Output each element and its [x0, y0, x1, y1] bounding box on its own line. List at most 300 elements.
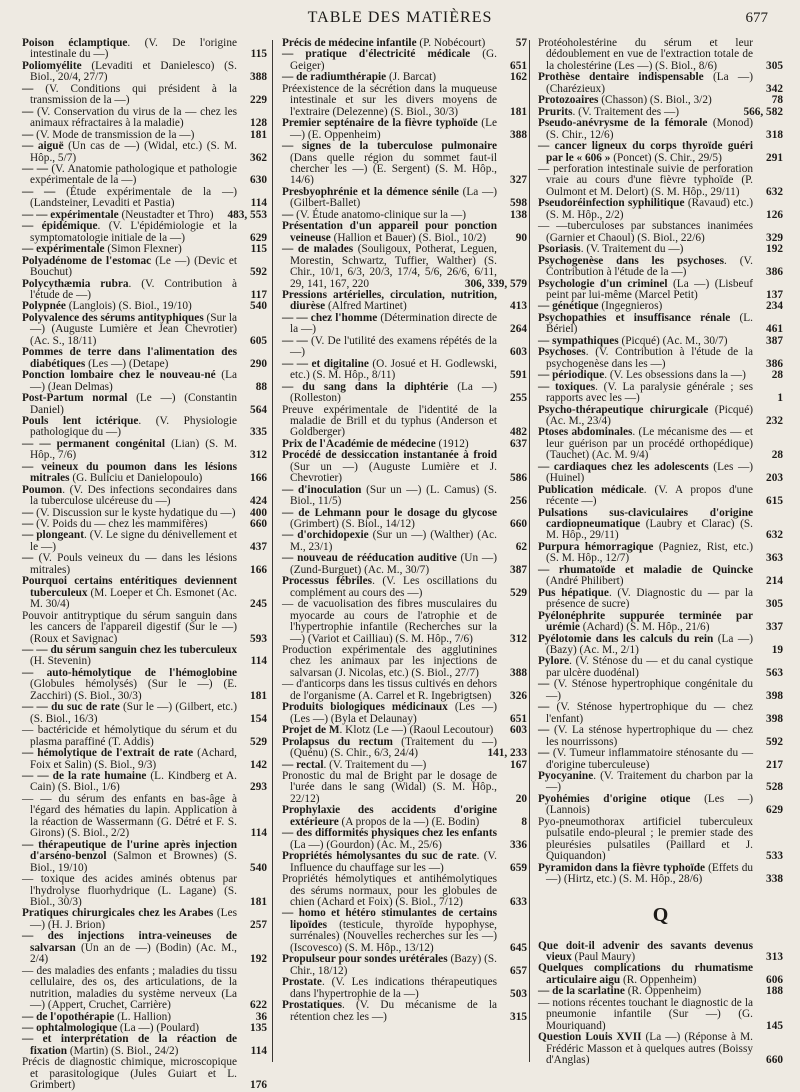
- index-entry-text: Prolapsus du rectum (Traitement du —) (Quénu) (S. Chir., 6/3, 24/4): [282, 735, 497, 760]
- index-entry-text: Post-Partum normal (Le —) (Constantin Daniel): [22, 392, 237, 416]
- index-entry-text: Pus hépatique. (V. Diagnostic du — par la présence de sucre): [538, 586, 753, 611]
- index-entry-text: Pyramidon dans la fièvre typhoïde (Effets du —) (Hirtz, etc.) (S. M. Hôp., 28/6): [538, 861, 753, 886]
- index-entry-text: — périodique. (V. Les obsessions dans la —): [538, 369, 746, 382]
- index-entry-text: — (V. La sténose hypertrophique du — chez les nourrissons): [538, 724, 753, 748]
- index-entry-page-number: 342: [766, 82, 783, 95]
- index-entry-page-number: 327: [510, 174, 527, 187]
- index-entry-text: — des maladies des enfants ; maladies du tissu cellulaire, des os, des articulations, de la nutrition, maladies du système nerveux (La —) (Appert, Cruchet, Carrière): [22, 964, 237, 1012]
- index-entry: [538, 313, 783, 336]
- index-entry-page-number: 166: [250, 563, 267, 576]
- index-entry: [282, 290, 527, 313]
- index-entry: [22, 164, 267, 187]
- index-entry-page-number: 592: [250, 266, 267, 279]
- index-entry-text: Processus fébriles. (V. Les oscillations du complément au cours des —): [282, 575, 497, 599]
- index-entry-page-number: 398: [766, 712, 783, 725]
- index-entry: [22, 393, 267, 416]
- index-entry: [282, 382, 527, 405]
- index-entry-page-number: 255: [510, 392, 527, 405]
- index-entry: [538, 725, 783, 748]
- index-entry: [538, 817, 783, 863]
- index-entry-page-number: 188: [766, 985, 783, 998]
- index-entry-page-number: 566, 582: [743, 105, 783, 118]
- index-entry-text: — d'orchidopexie (Sur un —) (Walther) (Ac. M., 23/1): [282, 529, 497, 553]
- index-entry-page-number: 142: [250, 758, 267, 771]
- index-entry-page-number: 88: [255, 380, 267, 393]
- index-entry: [538, 941, 783, 964]
- index-entry-page-number: 128: [250, 117, 267, 130]
- index-entry: [22, 530, 267, 553]
- index-entry: [22, 645, 267, 668]
- index-entry-text: — du sang dans la diphtérie (La —) (Rolleston): [282, 380, 497, 405]
- index-entry-text: Psychoses. (V. Contribution à l'étude de la psychogenèse dans les —): [538, 346, 753, 370]
- index-entry-text: — cardiaques chez les adolescents (Les —) (Huinel): [538, 460, 754, 485]
- index-entry: [22, 931, 267, 965]
- index-entry-page-number: 28: [771, 369, 783, 382]
- index-entry: [538, 198, 783, 221]
- index-entry-text: Produits biologiques médicinaux (Les —) (Les —) (Byla et Delaunay): [282, 701, 497, 725]
- index-entry-page-number: 603: [510, 724, 527, 737]
- index-entry: [282, 599, 527, 645]
- index-entry-page-number: 167: [510, 758, 527, 771]
- index-entry-text: Procédé de dessiccation instantanée à froid (Sur un —) (Auguste Lumière et J. Chevrotier): [282, 449, 497, 485]
- index-entry-text: — des injections intra-veineuses de salvarsan (Un an de —) (Bodin) (Ac. M., 2/4): [22, 930, 237, 966]
- index-entry: [538, 118, 783, 141]
- index-entry-text: Poison éclamptique. (V. De l'origine intestinale du —): [22, 37, 237, 61]
- index-entry: [538, 508, 783, 542]
- index-entry-text: — expérimentale (Simon Flexner): [22, 243, 182, 256]
- index-entry: [22, 38, 267, 61]
- index-entry-page-number: 176: [250, 1079, 267, 1092]
- index-entry: [282, 874, 527, 908]
- index-entry-page-number: 386: [766, 357, 783, 370]
- index-entry-page-number: 622: [250, 999, 267, 1012]
- index-entry-page-number: 192: [766, 243, 783, 256]
- index-entry-page-number: 166: [250, 472, 267, 485]
- index-entry: [22, 279, 267, 302]
- index-entry: [22, 485, 267, 508]
- index-entry-text: — perforation intestinale suivie de perforation vraie au cours d'une fièvre typhoïde (P. Oulmont et M. Delort) (S. M. Hôp., 29/11): [538, 162, 753, 198]
- index-entry: [538, 588, 783, 611]
- index-entry: [22, 462, 267, 485]
- index-entry-page-number: 363: [766, 552, 783, 565]
- index-entry-text: Pressions artérielles, circulation, nutrition, diurèse (Alfred Martinet): [282, 288, 497, 313]
- index-entry-text: — d'inoculation (Sur un —) (L. Camus) (S. Biol., 11/5): [282, 483, 497, 508]
- index-entry: [282, 737, 527, 760]
- index-entry-page-number: 563: [766, 666, 783, 679]
- index-entry-text: — toxique des acides aminés obtenus par l'hydrolyse fluorhydrique (L. Lagane) (S. Biol., 30/3): [22, 873, 237, 908]
- index-entry-page-number: 192: [250, 953, 267, 966]
- index-entry-text: Polyvalence des sérums antityphiques (Sur la —) (Auguste Lumière et Jean Chevrotier) (Ac. S., 18/11): [22, 311, 237, 347]
- index-entry-text: — thérapeutique de l'urine après injection d'arséno-benzol (Salmon et Brownes) (S. Biol., 19/10): [22, 838, 237, 874]
- index-entry: [22, 313, 267, 347]
- index-entry: [538, 565, 783, 588]
- index-entry: [282, 908, 527, 954]
- index-entry: [538, 72, 783, 95]
- index-entry-page-number: 145: [766, 1019, 783, 1032]
- index-entry-text: — (V. Étude anatomo-clinique sur la —): [282, 208, 466, 221]
- index-entry: [22, 221, 267, 244]
- index-entry-text: — (V. Discussion sur le kyste hydatique du —): [22, 506, 236, 519]
- index-entry-page-number: 305: [766, 59, 783, 72]
- index-entry: [282, 771, 527, 805]
- index-entry-page-number: 162: [510, 71, 527, 84]
- index-entry: [538, 221, 783, 244]
- index-entry: [538, 279, 783, 302]
- index-entry-text: Poumon. (V. Des infections secondaires dans la tuberculose ulcéreuse du —): [22, 483, 237, 508]
- index-entry-page-number: 605: [250, 334, 267, 347]
- index-entry: [538, 256, 783, 279]
- index-entry-text: Propriétés hémolytiques et antihémolytiques des sérums normaux, pour les globules de chien (Achard et Foix) (S. Biol., 7/12): [282, 873, 497, 908]
- index-entry: [282, 805, 527, 828]
- index-entry-page-number: 657: [510, 964, 527, 977]
- index-entry-text: Premier septénaire de la fièvre typhoïde (Le —) (E. Oppenheim): [282, 117, 497, 141]
- index-entry-page-number: 114: [250, 197, 267, 210]
- index-entry: [22, 966, 267, 1012]
- index-entry-text: — — de la rate humaine (L. Kindberg et A. Cain) (S. Biol., 1/6): [22, 770, 237, 794]
- index-entry: [22, 187, 267, 210]
- index-entry: [282, 244, 527, 290]
- index-entry-page-number: 387: [510, 563, 527, 576]
- index-entry-page-number: 114: [250, 827, 267, 840]
- index-entry-page-number: 529: [510, 586, 527, 599]
- index-entry: [282, 187, 527, 210]
- index-entry-page-number: 660: [766, 1054, 783, 1067]
- index-entry: [282, 221, 527, 244]
- index-entry: [538, 702, 783, 725]
- index-entry-page-number: 135: [250, 1021, 267, 1034]
- index-entry-text: Pseudo-anévrysme de la fémorale (Monod) (S. Chir., 12/6): [538, 117, 753, 141]
- index-entry-page-number: 245: [250, 598, 267, 611]
- index-entry-text: Que doit-il advenir des savants devenus vieux (Paul Maury): [538, 939, 753, 963]
- index-entry-page-number: 290: [250, 357, 267, 370]
- index-entry-text: — — (Étude expérimentale de la —) (Landsteiner, Levaditi et Pastia): [22, 185, 237, 210]
- index-entry-page-number: 388: [510, 666, 527, 679]
- index-entry-page-number: 154: [250, 712, 267, 725]
- index-entry: [538, 656, 783, 679]
- index-entry: [538, 485, 783, 508]
- index-entry: [538, 1032, 783, 1066]
- index-entry-text: — notions récentes touchant le diagnostic de la pneumonie infantile (Sur —) (G. Mouriquand): [538, 996, 753, 1032]
- index-entry: [22, 668, 267, 702]
- index-entry-page-number: 78: [771, 94, 783, 107]
- index-entry-text: — épidémique. (V. L'épidémiologie et la symptomatologie initiale de la —): [22, 220, 237, 244]
- index-entry-text: Polypnée (Langlois) (S. Biol., 19/10): [22, 300, 192, 313]
- index-entry-text: — signes de la tuberculose pulmonaire (Dans quelle région du sommet faut-il chercher les —) (E. Sergent) (S. M. Hôp., 14/6): [282, 140, 497, 187]
- index-entry: [282, 828, 527, 851]
- index-entry-text: Protéoholestérine du sérum et leur dédoublement en vue de l'extraction totale de la cholestérine (Les —) (S. Biol., 8/6): [538, 37, 753, 72]
- index-entry-page-number: 313: [766, 950, 783, 963]
- index-entry-text: — génétique (Ingegnieros): [538, 300, 663, 313]
- index-entry-text: — (V. Pouls veineux du — dans les lésions mitrales): [22, 552, 237, 576]
- index-entry-page-number: 36: [255, 1010, 267, 1023]
- index-entry: [282, 576, 527, 599]
- index-entry-page-number: 540: [250, 861, 267, 874]
- index-entry: [538, 542, 783, 565]
- page-number: 677: [745, 10, 768, 26]
- index-entry: [282, 702, 527, 725]
- index-entry-page-number: 318: [766, 128, 783, 141]
- index-entry-page-number: 203: [766, 472, 783, 485]
- index-entry: [22, 771, 267, 794]
- column-divider: [272, 40, 273, 1062]
- index-entry-page-number: 615: [766, 495, 783, 508]
- index-entry-text: Propulseur pour sondes urétérales (Bazy) (S. Chir., 18/12): [282, 953, 497, 977]
- index-entry-page-number: 564: [250, 403, 267, 416]
- index-entry-text: Présentation d'un appareil pour ponction veineuse (Hallion et Bauer) (S. Biol., 10/2): [282, 220, 497, 244]
- index-entry-page-number: 312: [510, 632, 527, 645]
- index-entry: [282, 508, 527, 531]
- index-entry: [22, 1034, 267, 1057]
- index-entry-page-number: 398: [766, 689, 783, 702]
- index-entry-text: Prophylaxie des accidents d'origine extérieure (A propos de la —) (E. Bodin): [282, 804, 497, 828]
- index-entry-text: — —tuberculoses par substances inanimées (Garnier et Chaoul) (S. Biol., 22/6): [538, 220, 753, 244]
- index-entry-page-number: 115: [250, 243, 267, 256]
- index-entry-page-number: 483, 553: [227, 208, 267, 221]
- index-entry-page-number: 214: [766, 575, 783, 588]
- index-entry-text: Pseudoréinfection syphilitique (Ravaud) etc.) (S. M. Hôp., 2/2): [538, 197, 754, 221]
- index-entry-page-number: 1: [777, 392, 783, 405]
- index-entry-text: Production expérimentale des agglutinines chez les animaux par les injections de salvarsan (J. Nicolas, etc.) (S. Biol., 27/7): [282, 644, 497, 679]
- index-entry-text: — et interprétation de la réaction de fixation (Martin) (S. Biol., 24/2): [22, 1033, 237, 1057]
- index-entry-text: Prothèse dentaire indispensable (La —) (Charézieux): [538, 71, 753, 95]
- index-entry-text: — (V. Poids du — chez les mammifères): [22, 518, 208, 531]
- index-entry: [538, 611, 783, 634]
- index-entry-text: Pronostic du mal de Bright par le dosage de l'urée dans le sang (Widal) (S. M. Hôp., 22/12): [282, 770, 497, 805]
- index-entry-page-number: 482: [510, 426, 527, 439]
- column-divider: [529, 40, 530, 1062]
- index-entry-text: — de vacuolisation des fibres musculaires du myocarde au cours de l'atrophie et de l'hypertrophie infantile (Recherches sur la —) (Variot et Cailliau) (S. M. Hôp., 7/6): [282, 598, 497, 645]
- index-entry-page-number: 114: [250, 1044, 267, 1057]
- index-entry: [538, 141, 783, 164]
- index-entry: [538, 634, 783, 657]
- index-entry: [538, 794, 783, 817]
- index-entry-text: Pyélotomie dans les calculs du rein (La —) (Bazy) (Ac. M., 2/1): [538, 632, 753, 657]
- index-entry-text: — toxiques. (V. La paralysie générale ; ses rapports avec les —): [538, 380, 753, 405]
- index-entry-page-number: 529: [250, 735, 267, 748]
- index-entry-text: — — permanent congénital (Lian) (S. M. Hôp., 7/6): [22, 437, 238, 462]
- index-entry-text: Poliomyélite (Levaditi et Danielesco) (S. Biol., 20/4, 27/7): [22, 59, 237, 84]
- index-entry-text: Pouvoir antitryptique du sérum sanguin dans les cancers de l'appareil digestif (Sur le —) (Roux et Savignac): [22, 609, 237, 645]
- index-entry-page-number: 337: [766, 621, 783, 634]
- index-entry-page-number: 645: [510, 941, 527, 954]
- index-entry: [538, 38, 783, 72]
- index-entry-page-number: 651: [510, 59, 527, 72]
- index-entry-text: Propriétés hémolysantes du suc de rate. (V. Influence du chauffage sur les —): [282, 850, 497, 874]
- index-entry-text: Purpura hémorragique (Pagniez, Rist, etc.) (S. M. Hôp., 12/7): [538, 540, 753, 565]
- index-entry-page-number: 256: [510, 495, 527, 508]
- index-entry-page-number: 461: [766, 323, 783, 336]
- index-entry-text: — (V. Mode de transmission de la —): [22, 128, 195, 141]
- index-entry: [538, 382, 783, 405]
- index-entry-page-number: 637: [510, 437, 527, 450]
- index-entry-text: Polycythæmia rubra. (V. Contribution à l'étude de —): [22, 277, 237, 301]
- index-entry-text: Précis de médecine infantile (P. Nobécourt): [282, 37, 486, 49]
- index-entry: [538, 405, 783, 428]
- index-entry: [538, 771, 783, 794]
- index-entry-text: — veineux du poumon dans les lésions mitrales (G. Buliciu et Danielopoulo): [22, 460, 237, 485]
- index-entry: [282, 336, 527, 359]
- index-entry: [282, 645, 527, 679]
- index-entry: [282, 553, 527, 576]
- index-entry-page-number: 8: [521, 815, 527, 828]
- index-entry-page-number: 603: [510, 346, 527, 359]
- index-entry-text: Prurits. (V. Traitement des —): [538, 105, 679, 118]
- index-entry: [22, 256, 267, 279]
- index-entry: [282, 679, 527, 702]
- index-entry-page-number: 181: [250, 689, 267, 702]
- index-entry-text: — homo et hétéro stimulantes de certains lipoïdes (testicule, thyroïde hypophyse, surrénales) (Nouvelles recherches sur les —) (Iscovesco) (S. M. Hôp., 13/12): [282, 907, 497, 954]
- index-entry-page-number: 660: [250, 518, 267, 531]
- index-entry: [282, 954, 527, 977]
- index-entry-page-number: 386: [766, 266, 783, 279]
- index-entry-page-number: 586: [510, 472, 527, 485]
- index-entry-text: — pratique d'électricité médicale (G. Geiger): [282, 48, 497, 72]
- index-entry: [282, 405, 527, 439]
- index-entry-page-number: 234: [766, 300, 783, 313]
- index-entry-text: — hémolytique de l'extrait de rate (Achard, Foix et Salin) (S. Biol., 9/3): [22, 747, 237, 771]
- index-entry-page-number: 593: [250, 632, 267, 645]
- index-entry-text: — rectal. (V. Traitement du —): [282, 758, 427, 771]
- index-entry: [282, 851, 527, 874]
- index-entry: [22, 748, 267, 771]
- index-entry-page-number: 437: [250, 540, 267, 553]
- index-entry-text: Question Louis XVII (La —) (Réponse à M. Frédéric Masson et à quelques autres (Boissy d'Anglas): [538, 1031, 753, 1067]
- index-entry-page-number: 387: [766, 334, 783, 347]
- index-entry-page-number: 388: [250, 71, 267, 84]
- index-entry: [22, 794, 267, 840]
- index-entry-text: Publication médicale. (V. A propos d'une récente —): [538, 483, 753, 508]
- index-entry-page-number: 257: [250, 918, 267, 931]
- index-entry-text: — — expérimentale (Neustadter et Thro): [22, 208, 214, 221]
- index-entry: [282, 359, 527, 382]
- index-entry: [22, 347, 267, 370]
- index-entry: [282, 485, 527, 508]
- index-entry-text: Pratiques chirurgicales chez les Arabes (Les —) (H. J. Brion): [22, 907, 237, 931]
- index-entry-text: — nouveau de rééducation auditive (Un —) (Zund-Burguet) (Ac. M., 30/7): [282, 552, 497, 576]
- index-entry-text: — cancer ligneux du corps thyroïde guéri par le « 606 » (Poncet) (S. Chir., 29/5): [538, 140, 753, 164]
- index-entry-text: Projet de M. Klotz (Le —) (Raoul Lecoutour): [282, 724, 494, 737]
- index-entry-page-number: 651: [510, 712, 527, 725]
- index-entry-page-number: 293: [250, 781, 267, 794]
- index-entry-page-number: 305: [766, 598, 783, 611]
- index-entry-text: Pourquoi certains entéritiques deviennent tuberculeux (M. Loeper et Ch. Esmonet (Ac. M. 30/4): [22, 575, 237, 611]
- index-entry-page-number: 217: [766, 758, 783, 771]
- index-entry-page-number: 90: [515, 231, 527, 244]
- index-entry-text: Polyadénome de l'estomac (Le —) (Devic et Bouchut): [22, 254, 237, 279]
- index-entry-page-number: 400: [250, 506, 267, 519]
- index-entry-page-number: 181: [250, 128, 267, 141]
- index-entry-page-number: 388: [510, 128, 527, 141]
- index-entry-text: Prostate. (V. Les indications thérapeutiques dans l'hypertrophie de la —): [282, 976, 497, 1000]
- index-entry-text: Pyocyanine. (V. Traitement du charbon par la —): [538, 770, 753, 794]
- index-entry: [282, 313, 527, 336]
- index-entry-text: Protozoaires (Chasson) (S. Biol., 3/2): [538, 94, 712, 107]
- index-entry-page-number: 335: [250, 426, 267, 439]
- index-entry: [538, 998, 783, 1032]
- index-entry: [22, 416, 267, 439]
- index-entry-text: — bactéricide et hémolytique du sérum et du plasma paraffiné (T. Addis): [22, 724, 237, 748]
- index-entry-text: Préexistence de la sécrétion dans la muqueuse intestinale et sur les divers moyens de l'extraire (Delezenne) (S. Biol., 30/3): [282, 82, 497, 118]
- index-entry: [282, 1000, 527, 1023]
- index-entry-page-number: 362: [250, 151, 267, 164]
- index-entry: [282, 49, 527, 72]
- index-column-2: [282, 38, 527, 1066]
- index-entry-text: Pyo-pneumothorax artificiel tuberculeux pulsatile endo-pleural ; le premier stade des pleurésies pulsatiles (Paillard et J. Quiquandon): [538, 815, 753, 863]
- index-entry: [282, 84, 527, 118]
- index-entry-text: — rhumatoïde et maladie de Quincke (André Philibert): [538, 563, 753, 588]
- index-entry-page-number: 528: [766, 781, 783, 794]
- index-entry-page-number: 660: [510, 518, 527, 531]
- index-entry-text: — des difformités physiques chez les enfants (La —) (Gourdon) (Ac. M., 25/6): [282, 827, 497, 851]
- index-entry-text: — de l'opothérapie (L. Hallion): [22, 1010, 172, 1023]
- index-entry-page-number: 315: [510, 1010, 527, 1023]
- index-entry: [538, 963, 783, 986]
- index-entry-text: — — et digitaline (O. Josué et H. Godlewski, etc.) (S. M. Hôp., 8/11): [282, 357, 497, 382]
- index-entry: [22, 611, 267, 645]
- index-entry: [282, 530, 527, 553]
- index-entry-text: — d'anticorps dans les tissus cultivés en dehors de l'organisme (A. Carrel et R. Ingebrigtsen): [282, 678, 497, 702]
- index-entry-page-number: 336: [510, 838, 527, 851]
- index-entry-page-number: 533: [766, 850, 783, 863]
- index-entry-page-number: 503: [510, 987, 527, 1000]
- index-entry-text: Pylore. (V. Sténose du — et du canal cystique par ulcère duodénal): [538, 655, 753, 679]
- index-entry: [22, 908, 267, 931]
- index-entry: [22, 439, 267, 462]
- index-entry-page-number: 630: [250, 174, 267, 187]
- index-entry-text: Pouls lent ictérique. (V. Physiologie pathologique du —): [22, 414, 237, 439]
- index-entry-page-number: 629: [766, 804, 783, 817]
- index-entry-text: — — du sérum des enfants en bas-âge à l'égard des hématies du lapin. Application à la réaction de Wassermann (G. Détré et F. S. Girons) (S. Biol., 2/2): [22, 792, 237, 840]
- index-entry-page-number: 338: [766, 873, 783, 886]
- index-entry-page-number: 540: [250, 300, 267, 313]
- index-entry-page-number: 57: [515, 37, 527, 49]
- index-entry-text: — ophtalmologique (La —) (Poulard): [22, 1021, 199, 1034]
- index-entry-text: Pyohémies d'origine otique (Les —) (Lannois): [538, 792, 753, 817]
- index-entry-page-number: 291: [766, 151, 783, 164]
- index-entry-text: — (V. Conservation du virus de la — chez les animaux réfractaires à la maladie): [22, 105, 238, 130]
- index-entry: [22, 553, 267, 576]
- index-entry: [538, 462, 783, 485]
- index-entry-page-number: 312: [250, 449, 267, 462]
- index-entry: [22, 141, 267, 164]
- index-entry: [282, 977, 527, 1000]
- index-entry-page-number: 138: [510, 208, 527, 221]
- index-entry-page-number: 326: [510, 689, 527, 702]
- index-entry: [22, 1057, 267, 1091]
- index-entry-text: — plongeant. (V. Le signe du dénivellement et le —): [22, 529, 237, 553]
- index-entry: [22, 370, 267, 393]
- index-entry-page-number: 633: [510, 895, 527, 908]
- index-entry: [538, 427, 783, 461]
- index-entry-page-number: 329: [766, 231, 783, 244]
- index-entry-page-number: 598: [510, 197, 527, 210]
- index-entry-page-number: 632: [766, 185, 783, 198]
- index-entry-page-number: 117: [250, 288, 267, 301]
- index-entry-page-number: 264: [510, 323, 527, 336]
- index-entry-page-number: 229: [250, 94, 267, 107]
- index-entry-text: — sympathiques (Picqué) (Ac. M., 30/7): [538, 334, 728, 347]
- index-entry-page-number: 28: [771, 449, 783, 462]
- index-entry-text: — — (V. De l'utilité des examens répétés de la —): [282, 334, 497, 359]
- running-title: TABLE DES MATIÈRES: [307, 9, 493, 26]
- index-entry: [282, 118, 527, 141]
- index-entry-text: Psoriasis. (V. Traitement du —): [538, 243, 684, 256]
- index-entry-text: Prostatiques. (V. Du mécanisme de la rétention chez les —): [282, 999, 497, 1023]
- index-entry-text: Pulsations sus-claviculaires d'origine cardiopneumatique (Laubry et Clarac) (S. M. Hôp., 29/11): [538, 506, 753, 542]
- index-entry-page-number: 591: [510, 369, 527, 382]
- index-entry-page-number: 592: [766, 735, 783, 748]
- index-entry-text: — (V. Conditions qui président à la transmission de la —): [22, 82, 237, 107]
